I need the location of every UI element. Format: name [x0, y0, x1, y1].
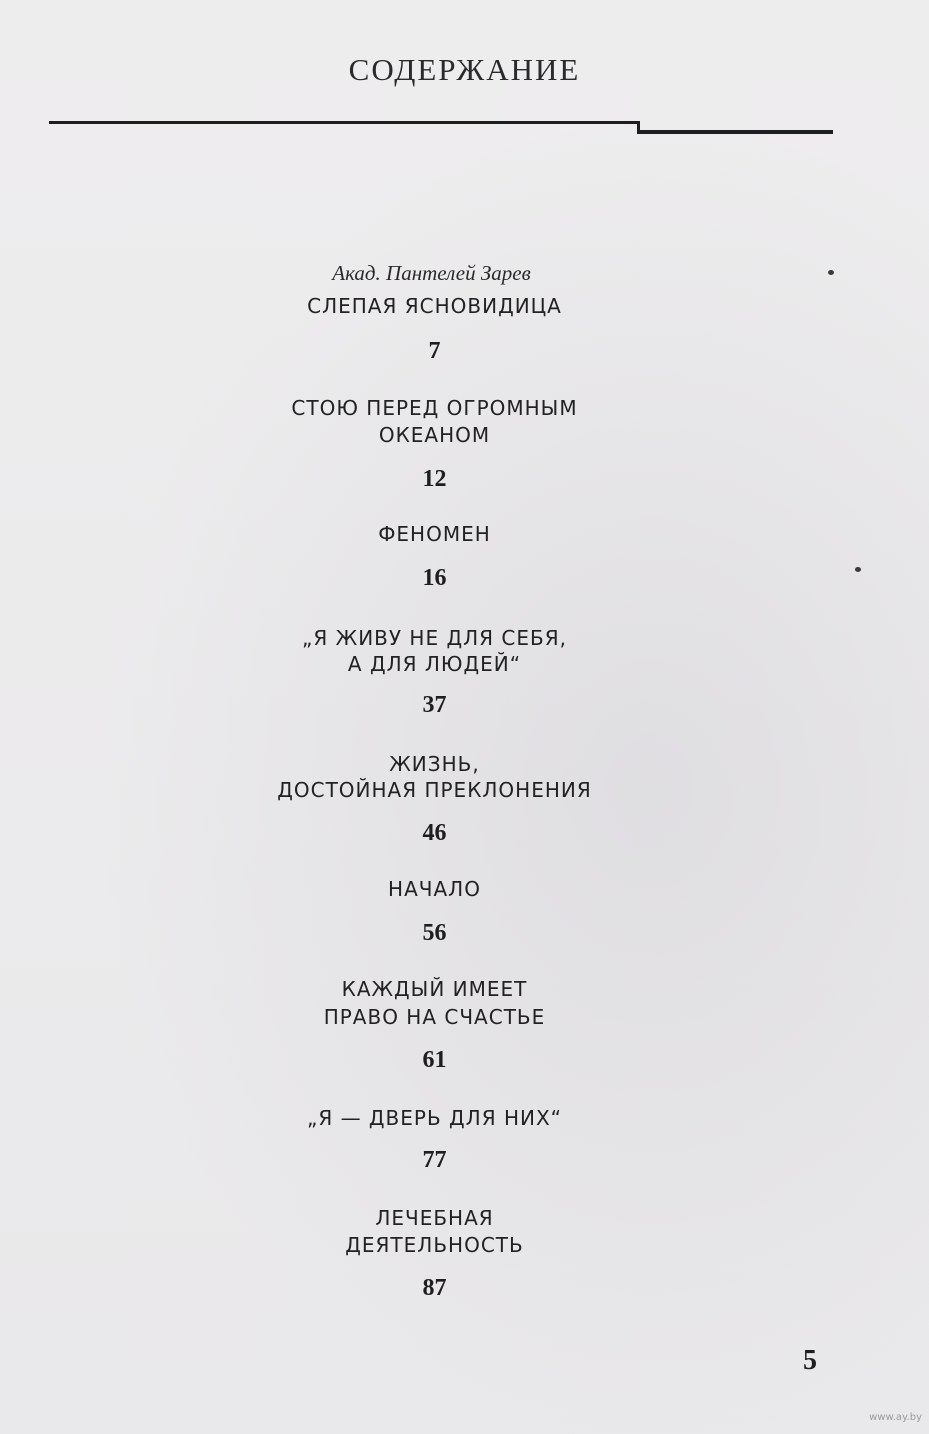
- toc-entry-page: 12: [422, 466, 447, 492]
- heading-rule-left: [49, 121, 639, 124]
- ink-speck: [855, 567, 861, 572]
- toc-entry-title: СЛЕПАЯ ЯСНОВИДИЦА: [307, 294, 562, 318]
- toc-entry-page: 16: [422, 565, 447, 591]
- toc-entry-page: 37: [422, 692, 447, 718]
- author-line: Акад. Пантелей Зарев: [332, 261, 531, 285]
- toc-entry-title-cont: ДОСТОЙНАЯ ПРЕКЛОНЕНИЯ: [277, 778, 592, 802]
- page-number: 5: [803, 1345, 817, 1376]
- toc-entry-page: 56: [422, 920, 447, 946]
- toc-entry-title: НАЧАЛО: [388, 877, 481, 901]
- toc-entry-page: 61: [422, 1047, 447, 1073]
- toc-entry-title-cont: ОКЕАНОМ: [378, 423, 491, 447]
- toc-entry-title: СТОЮ ПЕРЕД ОГРОМНЫМ: [291, 396, 578, 420]
- toc-entry-title: КАЖДЫЙ ИМЕЕТ: [341, 977, 528, 1001]
- toc-entry-title: „Я ЖИВУ НЕ ДЛЯ СЕБЯ,: [302, 626, 567, 650]
- toc-entry-title-cont: А ДЛЯ ЛЮДЕЙ“: [347, 652, 522, 676]
- toc-entry-title: ФЕНОМЕН: [378, 522, 491, 546]
- toc-entry-title: „Я — ДВЕРЬ ДЛЯ НИХ“: [306, 1106, 563, 1130]
- toc-entry-page: 7: [428, 338, 441, 364]
- toc-entry-title-cont: ПРАВО НА СЧАСТЬЕ: [323, 1005, 546, 1029]
- toc-entry-title: ЖИЗНЬ,: [389, 752, 480, 776]
- toc-entry-page: 46: [422, 820, 447, 846]
- ink-speck: [828, 270, 834, 275]
- toc-entry-page: 87: [422, 1275, 447, 1301]
- toc-entry-title-cont: ДЕЯТЕЛЬНОСТЬ: [345, 1233, 524, 1257]
- watermark: www.ay.by: [869, 1412, 922, 1423]
- heading-rule-right: [640, 130, 833, 134]
- contents-heading: СОДЕРЖАНИЕ: [348, 52, 581, 87]
- toc-entry-title: ЛЕЧЕБНАЯ: [375, 1206, 494, 1230]
- toc-entry-page: 77: [422, 1147, 447, 1173]
